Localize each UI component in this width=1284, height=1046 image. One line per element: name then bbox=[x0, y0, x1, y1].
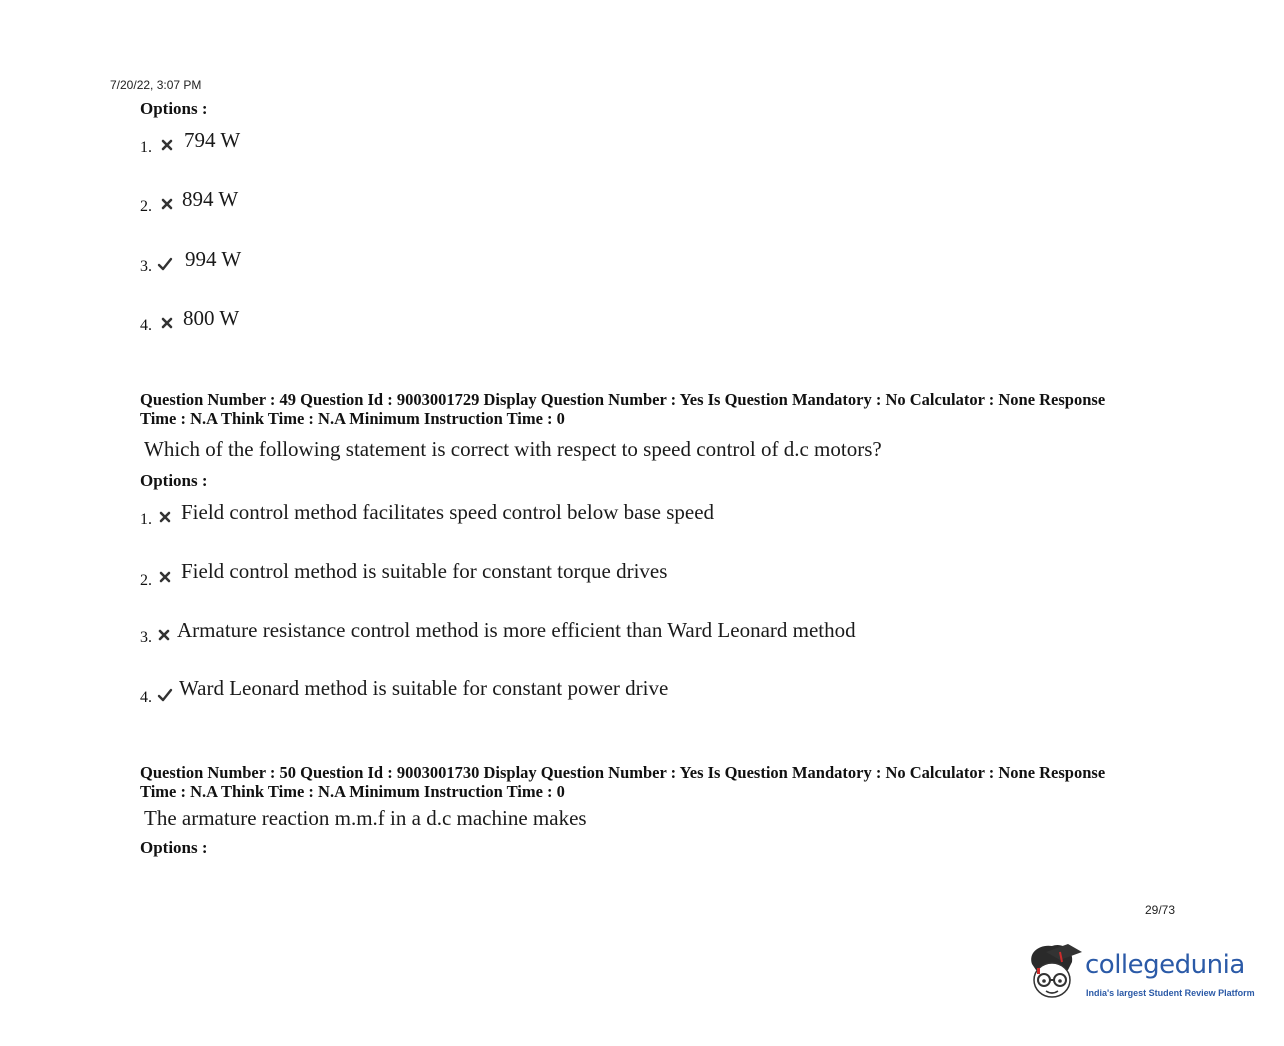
question-header-line: Time : N.A Think Time : N.A Minimum Instruction Time : 0 bbox=[140, 782, 565, 801]
question-text: Which of the following statement is correct with respect to speed control of d.c motors? bbox=[144, 437, 882, 461]
option-number: 3. bbox=[140, 258, 152, 275]
question-header-line: Question Number : 50 Question Id : 9003001730 Display Question Number : Yes Is Question Mandatory : No Calculator : None Response bbox=[140, 763, 1106, 782]
options-label: Options : bbox=[140, 99, 208, 118]
options-label: Options : bbox=[140, 471, 208, 490]
option-text: 894 W bbox=[182, 187, 239, 211]
print-timestamp: 7/20/22, 3:07 PM bbox=[110, 78, 202, 92]
collegedunia-logo bbox=[1022, 940, 1262, 1010]
option-number: 3. bbox=[140, 629, 152, 646]
page-number: 29/73 bbox=[1145, 903, 1176, 917]
cross-icon bbox=[156, 627, 172, 643]
mascot-icon bbox=[1022, 940, 1084, 1010]
option-text: Field control method is suitable for constant torque drives bbox=[181, 559, 668, 583]
cross-icon bbox=[159, 315, 175, 331]
logo-name: collegedunia bbox=[1085, 950, 1245, 980]
option-text: Armature resistance control method is more efficient than Ward Leonard method bbox=[177, 618, 856, 642]
question-header-line: Time : N.A Think Time : N.A Minimum Instruction Time : 0 bbox=[140, 409, 565, 428]
cross-icon bbox=[157, 569, 173, 585]
option-number: 1. bbox=[140, 139, 152, 156]
cross-icon bbox=[159, 196, 175, 212]
question-header bbox=[140, 390, 1160, 428]
question-text: The armature reaction m.m.f in a d.c machine makes bbox=[144, 806, 587, 830]
option-number: 1. bbox=[140, 511, 152, 528]
question-header bbox=[140, 763, 1160, 801]
option-text: 794 W bbox=[184, 128, 241, 152]
cross-icon bbox=[157, 509, 173, 525]
logo-tagline: India's largest Student Review Platform bbox=[1086, 988, 1255, 998]
options-label: Options : bbox=[140, 838, 208, 857]
option-number: 2. bbox=[140, 198, 152, 215]
check-icon bbox=[157, 687, 173, 703]
option-number: 4. bbox=[140, 689, 152, 706]
option-number: 2. bbox=[140, 572, 152, 589]
cross-icon bbox=[159, 137, 175, 153]
option-text: Field control method facilitates speed control below base speed bbox=[181, 500, 715, 524]
option-text: 800 W bbox=[183, 306, 240, 330]
option-number: 4. bbox=[140, 317, 152, 334]
option-text: 994 W bbox=[185, 247, 242, 271]
question-header-line: Question Number : 49 Question Id : 9003001729 Display Question Number : Yes Is Question Mandatory : No Calculator : None Response bbox=[140, 390, 1106, 409]
option-text: Ward Leonard method is suitable for constant power drive bbox=[179, 676, 669, 700]
check-icon bbox=[157, 256, 173, 272]
